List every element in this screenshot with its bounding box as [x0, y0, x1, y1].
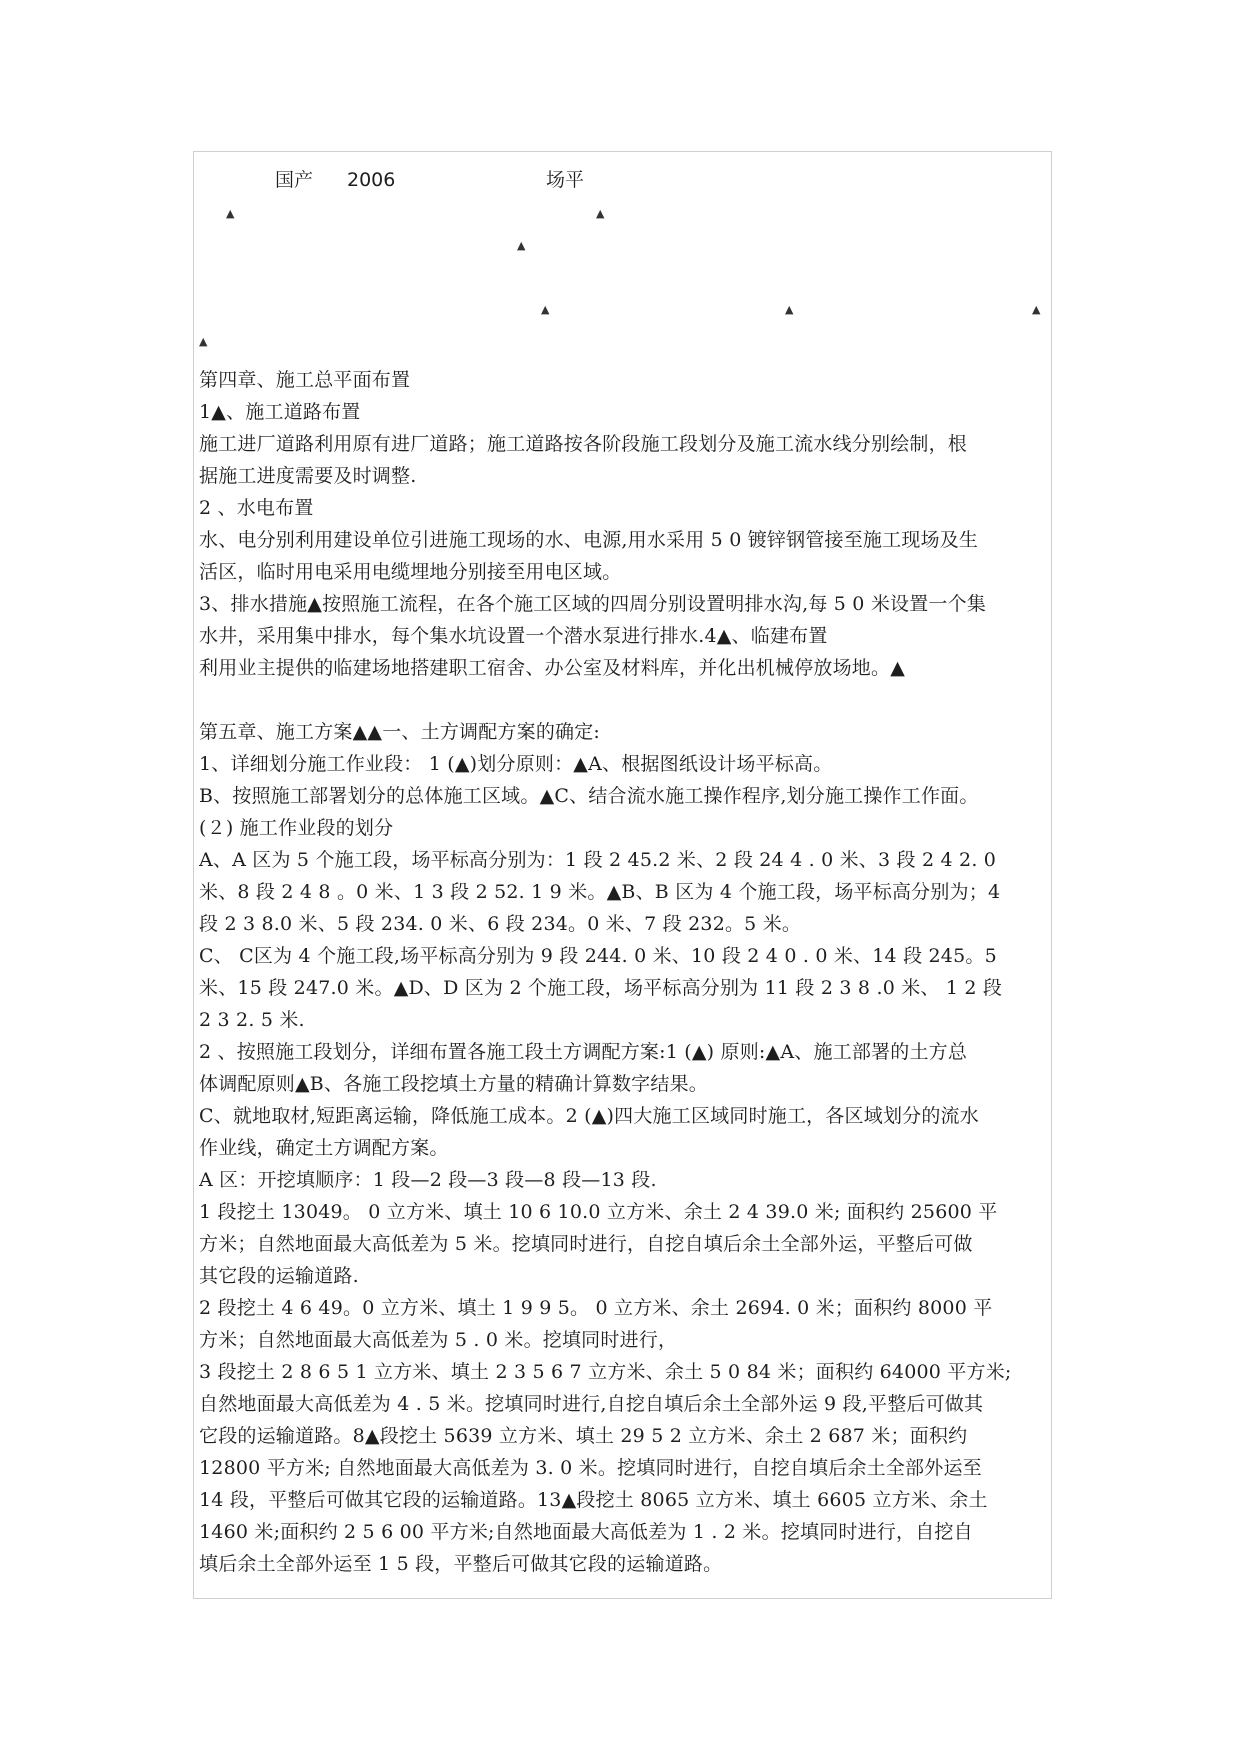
- text-line: 活区，临时用电采用电缆埋地分别接至用电区域。: [199, 561, 622, 583]
- text-line: 方米；自然地面最大高低差为 5 米。挖填同时进行，自挖自填后余土全部外运，平整后可做: [199, 1233, 973, 1255]
- triangle-mark-icon: ▲: [199, 335, 208, 348]
- text-line: 段 2 3 8.0 米、5 段 234. 0 米、6 段 234。0 米、7 段 232。5 米。: [199, 913, 802, 935]
- text-line: 施工进厂道路利用原有进厂道路；施工道路按各阶段施工段划分及施工流水线分别绘制，根: [199, 433, 968, 455]
- text-line: 1460 米;面积约 2 5 6 00 平方米;自然地面最大高低差为 1 . 2 米。挖填同时进行，自挖自: [199, 1521, 973, 1543]
- text-line: 14 段，平整后可做其它段的运输道路。13▲段挖土 8065 立方米、填土 6605 立方米、余土: [199, 1489, 988, 1511]
- text-line: 3 段挖土 2 8 6 5 1 立方米、填土 2 3 5 6 7 立方米、余土 5 0 84 米；面积约 64000 平方米;: [199, 1361, 1012, 1383]
- text-line: 米、8 段 2 4 8 。0 米、1 3 段 2 52. 1 9 米。▲B、B 区为 4 个施工段，场平标高分别为；4: [199, 881, 1001, 903]
- text-line: 据施工进度需要及时调整.: [199, 465, 417, 487]
- header-year: 2006: [347, 169, 396, 191]
- text-line: 方米；自然地面最大高低差为 5 . 0 米。挖填同时进行，: [199, 1329, 678, 1351]
- section-heading: (２) 施工作业段的划分: [199, 817, 394, 839]
- text-line: A、A 区为 5 个施工段，场平标高分别为：1 段 2 45.2 米、2 段 24 4 . 0 米、3 段 2 4 2. 0: [199, 849, 997, 871]
- text-line: 它段的运输道路。8▲段挖土 5639 立方米、填土 29 5 2 立方米、余土 2 687 米；面积约: [199, 1425, 968, 1447]
- triangle-mark-icon: ▲: [226, 207, 235, 220]
- text-line: 自然地面最大高低差为 4 . 5 米。挖填同时进行,自挖自填后余土全部外运 9 段,平整后可做其: [199, 1393, 984, 1415]
- text-line: 水井，采用集中排水，每个集水坑设置一个潜水泵进行排水.4▲、临建布置: [199, 625, 828, 647]
- text-line: 体调配原则▲B、各施工段挖填土方量的精确计算数字结果。: [199, 1073, 708, 1095]
- header-left-text: 国产: [275, 169, 314, 191]
- text-line: B、按照施工部署划分的总体施工区域。▲C、结合流水施工操作程序,划分施工操作工作面。: [199, 785, 979, 807]
- text-line: 水、电分别利用建设单位引进施工现场的水、电源,用水采用 5 0 镀锌钢管接至施工现场及生: [199, 529, 979, 551]
- header-right-text: 场平: [546, 169, 585, 191]
- triangle-mark-icon: ▲: [517, 239, 526, 252]
- heading-chapter-5: 第五章、施工方案▲▲一、土方调配方案的确定:: [199, 721, 601, 743]
- blank-line: [199, 684, 1041, 716]
- text-line: 2 3 2. 5 米.: [199, 1009, 305, 1031]
- text-line: 3、排水措施▲按照施工流程，在各个施工区域的四周分别设置明排水沟,每 5 0 米设置一个集: [199, 593, 987, 615]
- document-body: [199, 364, 1041, 1580]
- triangle-mark-icon: ▲: [596, 207, 605, 220]
- text-line: 1 段挖土 13049。 0 立方米、填土 10 6 10.0 立方米、余土 2 4 39.0 米; 面积约 25600 平: [199, 1201, 998, 1223]
- text-line: C、 C区为 4 个施工段,场平标高分别为 9 段 244. 0 米、10 段 2 4 0 . 0 米、14 段 245。5: [199, 945, 997, 967]
- triangle-mark-icon: ▲: [541, 303, 550, 316]
- text-line: 1、详细划分施工作业段： 1 (▲)划分原则：▲A、根据图纸设计场平标高。: [199, 753, 833, 775]
- text-line: A 区：开挖填顺序：1 段—2 段—3 段—8 段—13 段.: [199, 1169, 657, 1191]
- text-line: 2 段挖土 4 6 49。0 立方米、填土 1 9 9 5。 0 立方米、余土 2694. 0 米；面积约 8000 平: [199, 1297, 993, 1319]
- text-line: 2 、按照施工段划分，详细布置各施工段土方调配方案:1 (▲) 原则:▲A、施工部署的土方总: [199, 1041, 968, 1063]
- text-line: 12800 平方米; 自然地面最大高低差为 3. 0 米。挖填同时进行，自挖自填后余土全部外运至: [199, 1457, 982, 1479]
- text-line: 其它段的运输道路.: [199, 1265, 359, 1287]
- section-heading: 2 、水电布置: [199, 497, 314, 519]
- text-line: 利用业主提供的临建场地搭建职工宿舍、办公室及材料库，并化出机械停放场地。▲: [199, 657, 906, 679]
- triangle-mark-icon: ▲: [785, 303, 794, 316]
- text-line: C、就地取材,短距离运输，降低施工成本。2 (▲)四大施工区域同时施工，各区域划分的流水: [199, 1105, 979, 1127]
- section-heading: 1▲、施工道路布置: [199, 401, 361, 423]
- text-line: 米、15 段 247.0 米。▲D、D 区为 2 个施工段，场平标高分别为 11 段 2 3 8 .0 米、 1 2 段: [199, 977, 1003, 999]
- heading-chapter-4: 第四章、施工总平面布置: [199, 369, 411, 391]
- triangle-mark-icon: ▲: [1032, 303, 1041, 316]
- text-line: 作业线，确定土方调配方案。: [199, 1137, 449, 1159]
- text-line: 填后余土全部外运至 1 5 段，平整后可做其它段的运输道路。: [199, 1553, 723, 1575]
